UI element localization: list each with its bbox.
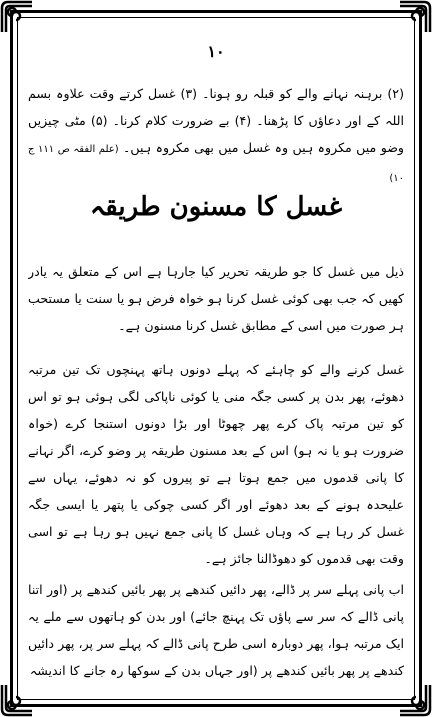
corner-ornament-icon bbox=[398, 0, 432, 34]
paragraph-makruhat bbox=[28, 80, 404, 192]
paragraph-method: غسل کرنے والے کو چاہئے کہ پہلے دونوں ہاتھ پہنچوں تک تین مرتبہ دھوئے، پھر بدن پر کسی جگہ منی یا کوئی ناپاکی لگی ہوئی ہو تو اس کو تین مرتبہ پاک کرے پھر چھوٹا اور بڑا دونوں استنجا کرے (خواہ ضرورت ہو یا نہ ہو) اس کے بعد مسنون طریقہ پر وضو کرے، اگر نہانے کا پانی قدموں میں جمع ہوتا ہے تو پیروں کو نہ دھوئے، یہاں سے علیحدہ ہونے کے بعد دھوئے اور اگر کسی چوکی یا پتھر یا ایسی جگہ غسل کر رہا ہے کہ وہاں غسل کا پانی جمع نہیں ہو رہا ہے تو اسی وقت بھی قدموں کو دھوڈالنا جائز ہے۔ bbox=[28, 362, 404, 566]
paragraph-intro: ذیل میں غسل کا جو طریقہ تحریر کیا جارہا ہے اس کے متعلق یہ یادر کھیں کہ جب بھی کوئی غسل کرنا ہو خواہ فرض ہو یا سنت یا مستحب ہر صورت میں اسی کے مطابق غسل کرنا مسنون ہے۔ bbox=[28, 264, 404, 333]
page-number: ۱۰ bbox=[207, 42, 225, 61]
section-heading: غسل کا مسنون طریقہ bbox=[89, 192, 343, 222]
corner-ornament-icon bbox=[0, 0, 34, 34]
paragraph-water: اب پانی پہلے سر پر ڈالے، پھر دائیں کندھے پر پھر بائیں کندھے پر (اور اتنا پانی ڈالے کہ سر سے پاؤں تک پہنچ جائے) اور بدن کو ہاتھوں سے ملے یہ ایک مرتبہ ہوا، پھر دوبارہ اسی طرح پانی ڈالے کہ پہلے سر پر، پھر دائیں کندھے پر پھر بائیں کندھے پر (اور جہاں بدن کے سوکھا رہ جانے کا اندیشہ bbox=[28, 582, 404, 678]
page-content bbox=[28, 38, 404, 694]
paragraph-text: (۲) برہنہ نہانے والے کو قبلہ رو ہونا۔ (۳) غسل کرتے وقت علاوہ بسم اللہ کے اور دعاؤں کا پڑھنا۔ (۴) بے ضرورت کلام کرنا۔ (۵) مٹی چیزیں وضو میں مکروہ ہیں وہ غسل میں بھی مکروہ ہیں۔ bbox=[28, 86, 404, 155]
reference-note: (علم الفقہ ص ۱۱۱ ج ۱۰) bbox=[28, 144, 404, 184]
